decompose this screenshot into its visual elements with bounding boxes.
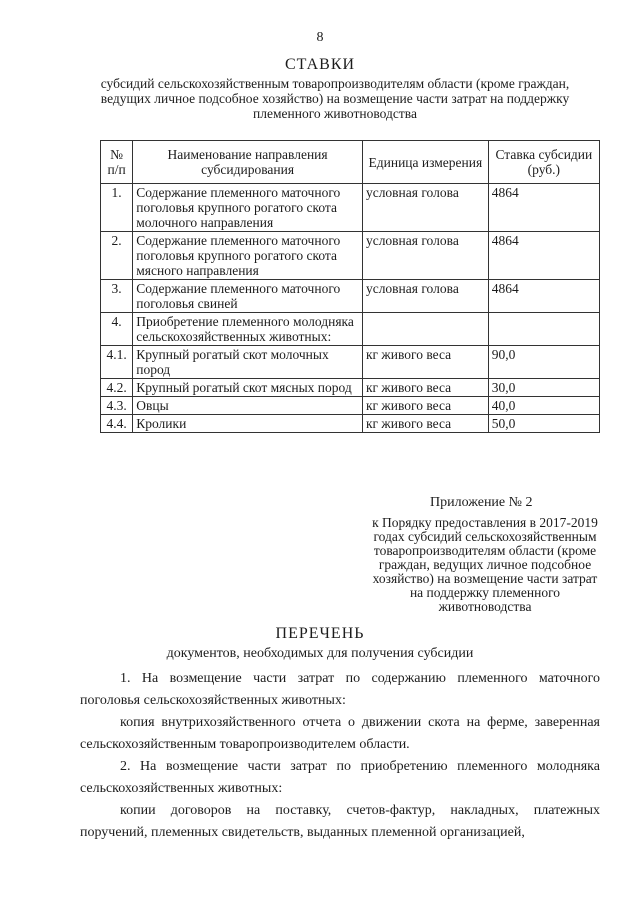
rates-subtitle: субсидий сельскохозяйственным товаропроизводителям области (кроме граждан, ведущих личное подсобное хозяйство) на возмещение части затрат на поддержку племенного животноводства xyxy=(100,76,570,121)
row-unit: условная голова xyxy=(362,280,488,313)
row-num: 4.3. xyxy=(101,397,133,415)
row-num: 1. xyxy=(101,184,133,232)
rates-table xyxy=(100,140,600,433)
row-rate: 30,0 xyxy=(488,379,599,397)
row-rate: 90,0 xyxy=(488,346,599,379)
table-row xyxy=(101,313,600,346)
row-name: Содержание племенного маточного поголовья крупного рогатого скота молочного направления xyxy=(133,184,363,232)
table-row xyxy=(101,280,600,313)
list-title: ПЕРЕЧЕНЬ xyxy=(275,625,365,642)
table-row xyxy=(101,379,600,397)
list-paragraph: 1. На возмещение части затрат по содержанию племенного маточного поголовья сельскохозяйственных животных: xyxy=(80,671,600,708)
row-num: 4.2. xyxy=(101,379,133,397)
row-num: 4.4. xyxy=(101,415,133,433)
rates-title: СТАВКИ xyxy=(284,56,356,73)
table-header-row xyxy=(101,141,600,184)
header-num: № п/п xyxy=(101,141,133,184)
row-name: Приобретение племенного молодняка сельскохозяйственных животных: xyxy=(133,313,363,346)
page-number: 8 xyxy=(316,30,324,45)
row-unit: условная голова xyxy=(362,232,488,280)
row-name: Содержание племенного маточного поголовья свиней xyxy=(133,280,363,313)
row-unit: кг живого веса xyxy=(362,415,488,433)
row-rate: 4864 xyxy=(488,280,599,313)
documents-list xyxy=(80,668,600,844)
list-subtitle: документов, необходимых для получения субсидии xyxy=(166,646,474,661)
row-name: Крупный рогатый скот мясных пород xyxy=(133,379,363,397)
header-rate: Ставка субсидии (руб.) xyxy=(488,141,599,184)
row-unit: кг живого веса xyxy=(362,397,488,415)
list-paragraph: копия внутрихозяйственного отчета о движении скота на ферме, заверенная сельскохозяйственным товаропроизводителем области. xyxy=(80,715,600,752)
header-unit: Единица измерения xyxy=(362,141,488,184)
row-unit: кг живого веса xyxy=(362,379,488,397)
row-num: 4. xyxy=(101,313,133,346)
appendix-heading: Приложение № 2 xyxy=(430,495,533,510)
row-rate: 40,0 xyxy=(488,397,599,415)
table-row xyxy=(101,346,600,379)
table-row xyxy=(101,184,600,232)
row-rate: 50,0 xyxy=(488,415,599,433)
list-paragraph: копии договоров на поставку, счетов-фактур, накладных, платежных поручений, племенных свидетельств, выданных племенной организацией, xyxy=(80,803,600,840)
table-row xyxy=(101,397,600,415)
row-rate: 4864 xyxy=(488,184,599,232)
row-name: Кролики xyxy=(133,415,363,433)
appendix-text: к Порядку предоставления в 2017-2019 годах субсидий сельскохозяйственным товаропроизводителям области (кроме граждан, ведущих личное подсобное хозяйство) на возмещение части затрат на поддержку племенного животноводства xyxy=(372,515,598,614)
row-name: Крупный рогатый скот молочных пород xyxy=(133,346,363,379)
row-unit: условная голова xyxy=(362,184,488,232)
row-rate xyxy=(488,313,599,346)
table-row xyxy=(101,232,600,280)
row-unit: кг живого веса xyxy=(362,346,488,379)
row-unit xyxy=(362,313,488,346)
table-row xyxy=(101,415,600,433)
header-name: Наименование направления субсидирования xyxy=(133,141,363,184)
row-name: Овцы xyxy=(133,397,363,415)
row-name: Содержание племенного маточного поголовья крупного рогатого скота мясного направления xyxy=(133,232,363,280)
row-rate: 4864 xyxy=(488,232,599,280)
row-num: 2. xyxy=(101,232,133,280)
list-paragraph: 2. На возмещение части затрат по приобретению племенного молодняка сельскохозяйственных животных: xyxy=(80,759,600,796)
row-num: 3. xyxy=(101,280,133,313)
row-num: 4.1. xyxy=(101,346,133,379)
